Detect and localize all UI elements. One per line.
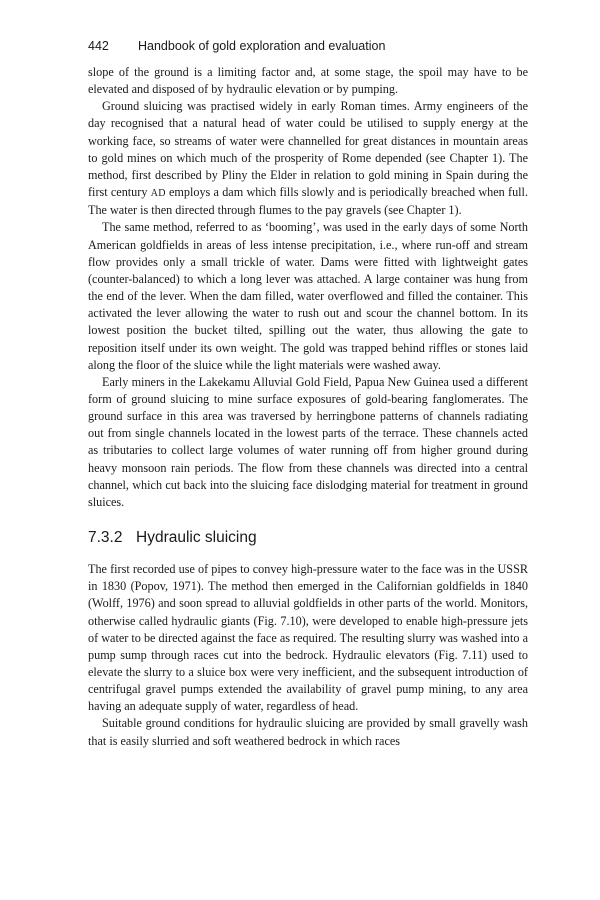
paragraph-roman-ground-sluicing bbox=[88, 98, 528, 219]
paragraph-lakekamu: Early miners in the Lakekamu Alluvial Gold Field, Papua New Guinea used a different form of ground sluicing to mine surface exposures of gold-bearing fanglomerates. The ground surface in this area was traversed by herringbone patterns of channels radiating out from single channels located in the lowest parts of the terrace. These channels acted as tributaries to collect large volumes of water running off from higher ground during heavy monsoon rain periods. The flow from these channels was directed into a central channel, which cut back into the sluicing face dislodging material for treatment in ground sluices. bbox=[88, 374, 528, 509]
paragraph-ground-conditions: Suitable ground conditions for hydraulic sluicing are provided by small gravelly wash that is easily slurried and soft weathered bedrock in which races bbox=[88, 716, 528, 748]
era-abbreviation: AD bbox=[150, 188, 166, 200]
paragraph-continuation: slope of the ground is a limiting factor and, at some stage, the spoil may have to be elevated and disposed of by hydraulic elevation or by pumping. bbox=[88, 65, 528, 97]
book-title: Handbook of gold exploration and evaluation bbox=[138, 39, 386, 53]
page-number: 442 bbox=[88, 39, 109, 53]
body-text-top bbox=[88, 64, 528, 511]
paragraph-text-part: Ground sluicing was practised widely in early Roman times. Army engineers of the day recognised that a natural head of water could be utilised to supply energy at the working face, so streams of water were channelled for great distances in mountain areas to gold mines on which much of the prosperity of Rome depended (see Chapter 1). The method, first described by Pliny the Elder in relation to gold mining in Spain during the first century bbox=[88, 99, 528, 200]
section-title: Hydraulic sluicing bbox=[136, 529, 257, 547]
section-number: 7.3.2 bbox=[88, 529, 123, 547]
paragraph-hydraulic-history: The first recorded use of pipes to convey high-pressure water to the face was in the USSR in 1830 (Popov, 1971). The method then emerged in the Californian goldfields in 1840 (Wolff, 1976) and soon spread to alluvial goldfields in other parts of the world. Monitors, otherwise called hydraulic giants (Fig. 7.10), were developed to enable high-pressure jets of water to be directed against the face as required. The resulting slurry was washed into a pump sump through races cut into the bedrock. Hydraulic elevators (Fig. 7.11) used to elevate the slurry to a sluice box were very inefficient, and the subsequent introduction of centrifugal gravel pumps extended the availability of gravel pump mining, to any area having an adequate supply of water, regardless of head. bbox=[88, 562, 528, 714]
body-text-bottom bbox=[88, 561, 528, 750]
book-page bbox=[88, 38, 528, 750]
paragraph-text-part: employs a dam which fills slowly and is periodically breached when full. The water is then directed through flumes to the pay gravels (see Chapter 1). bbox=[88, 185, 528, 218]
paragraph-booming: The same method, referred to as ‘booming’, was used in the early days of some North American goldfields in areas of less intense precipitation, i.e., where run-off and stream flow provides only a small trickle of water. Dams were fitted with lightweight gates (counter-balanced) to which a long lever was attached. A large container was hung from the end of the lever. When the dam filled, water overflowed and filled the container. This activated the lever allowing the water to rush out and scour the channel bottom. In its lowest position the bucket tilted, spilling out the water, thus allowing the gate to reposition itself under its own weight. The gold was trapped behind riffles or stones laid along the floor of the sluice while the light materials were washed away. bbox=[88, 220, 528, 372]
running-head bbox=[88, 38, 528, 54]
section-heading bbox=[88, 528, 528, 548]
